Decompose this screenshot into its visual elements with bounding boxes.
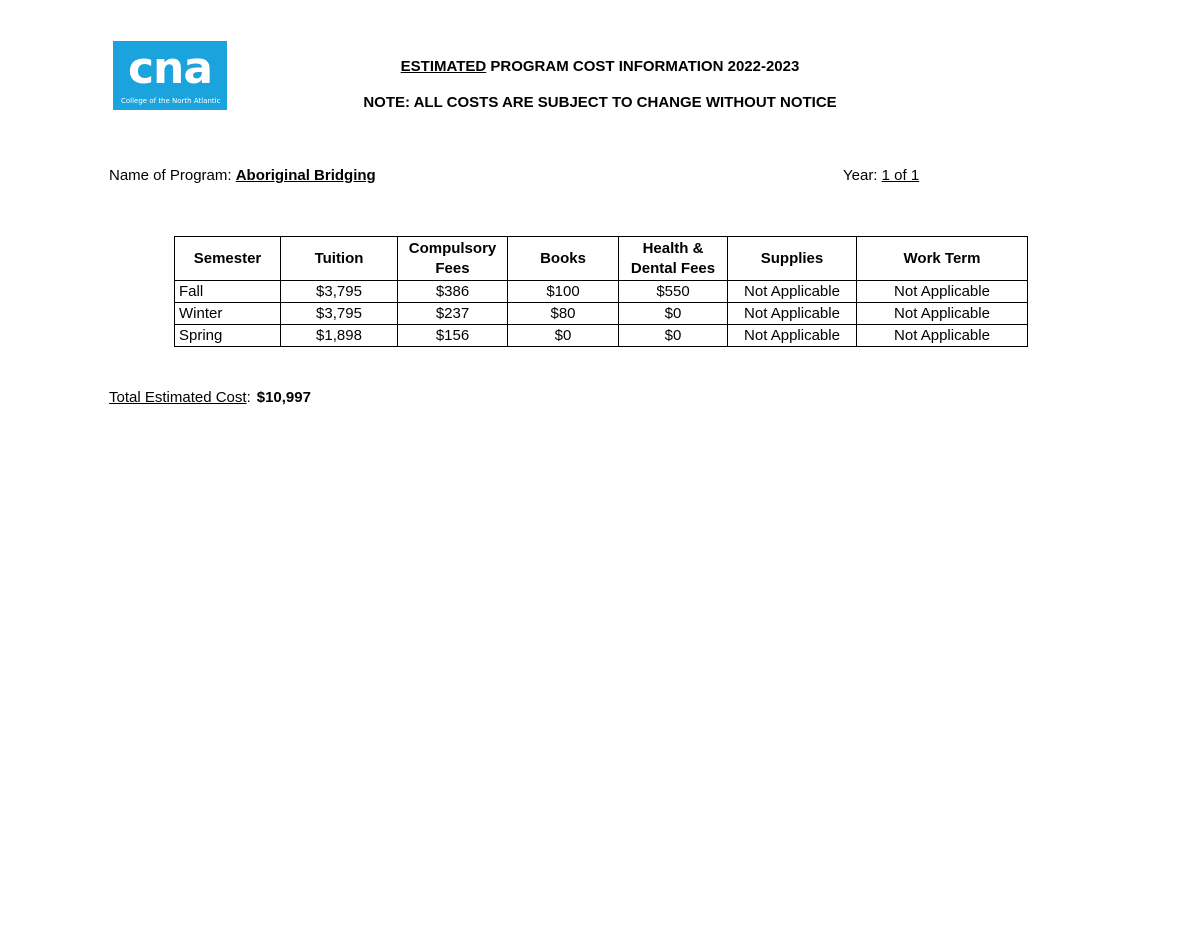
header-compulsory-fees: Compulsory Fees [398, 237, 508, 281]
cell-work-term: Not Applicable [857, 281, 1028, 303]
header-tuition: Tuition [281, 237, 398, 281]
logo-subtitle: College of the North Atlantic [121, 97, 221, 105]
cell-supplies: Not Applicable [728, 325, 857, 347]
cell-books: $0 [508, 325, 619, 347]
table-row [175, 281, 1028, 303]
cell-tuition: $3,795 [281, 303, 398, 325]
program-line [109, 167, 376, 185]
cell-compulsory-fees: $386 [398, 281, 508, 303]
cell-work-term: Not Applicable [857, 303, 1028, 325]
header-semester: Semester [175, 237, 281, 281]
cell-work-term: Not Applicable [857, 325, 1028, 347]
college-logo [113, 41, 227, 110]
header-supplies: Supplies [728, 237, 857, 281]
document-title [300, 58, 900, 76]
total-value: $10,997 [256, 389, 311, 406]
header-health-dental-fees: Health & Dental Fees [619, 237, 728, 281]
cell-tuition: $1,898 [281, 325, 398, 347]
cell-health-dental: $550 [619, 281, 728, 303]
cell-supplies: Not Applicable [728, 281, 857, 303]
header-work-term: Work Term [857, 237, 1028, 281]
header-books: Books [508, 237, 619, 281]
table-row [175, 325, 1028, 347]
year-value: 1 of 1 [881, 167, 920, 184]
cell-books: $80 [508, 303, 619, 325]
cell-semester: Winter [175, 303, 281, 325]
total-estimated-cost [109, 389, 311, 407]
cell-compulsory-fees: $237 [398, 303, 508, 325]
cost-table [174, 236, 1028, 347]
cell-semester: Fall [175, 281, 281, 303]
cell-compulsory-fees: $156 [398, 325, 508, 347]
program-label: Name of Program: [109, 167, 236, 184]
cell-tuition: $3,795 [281, 281, 398, 303]
total-colon: : [246, 389, 251, 406]
cell-health-dental: $0 [619, 325, 728, 347]
title-rest: PROGRAM COST INFORMATION 2022-2023 [486, 58, 800, 75]
year-label: Year: [843, 167, 882, 184]
document-note: NOTE: ALL COSTS ARE SUBJECT TO CHANGE WITHOUT NOTICE [363, 94, 837, 111]
program-name: Aboriginal Bridging [235, 167, 376, 184]
logo-mark: cna [127, 43, 213, 94]
cell-health-dental: $0 [619, 303, 728, 325]
table-header-row [175, 237, 1028, 281]
cell-semester: Spring [175, 325, 281, 347]
cell-books: $100 [508, 281, 619, 303]
title-estimated: ESTIMATED [400, 58, 487, 75]
cell-supplies: Not Applicable [728, 303, 857, 325]
table-row [175, 303, 1028, 325]
total-label: Total Estimated Cost [109, 389, 247, 406]
year-line [843, 167, 919, 185]
